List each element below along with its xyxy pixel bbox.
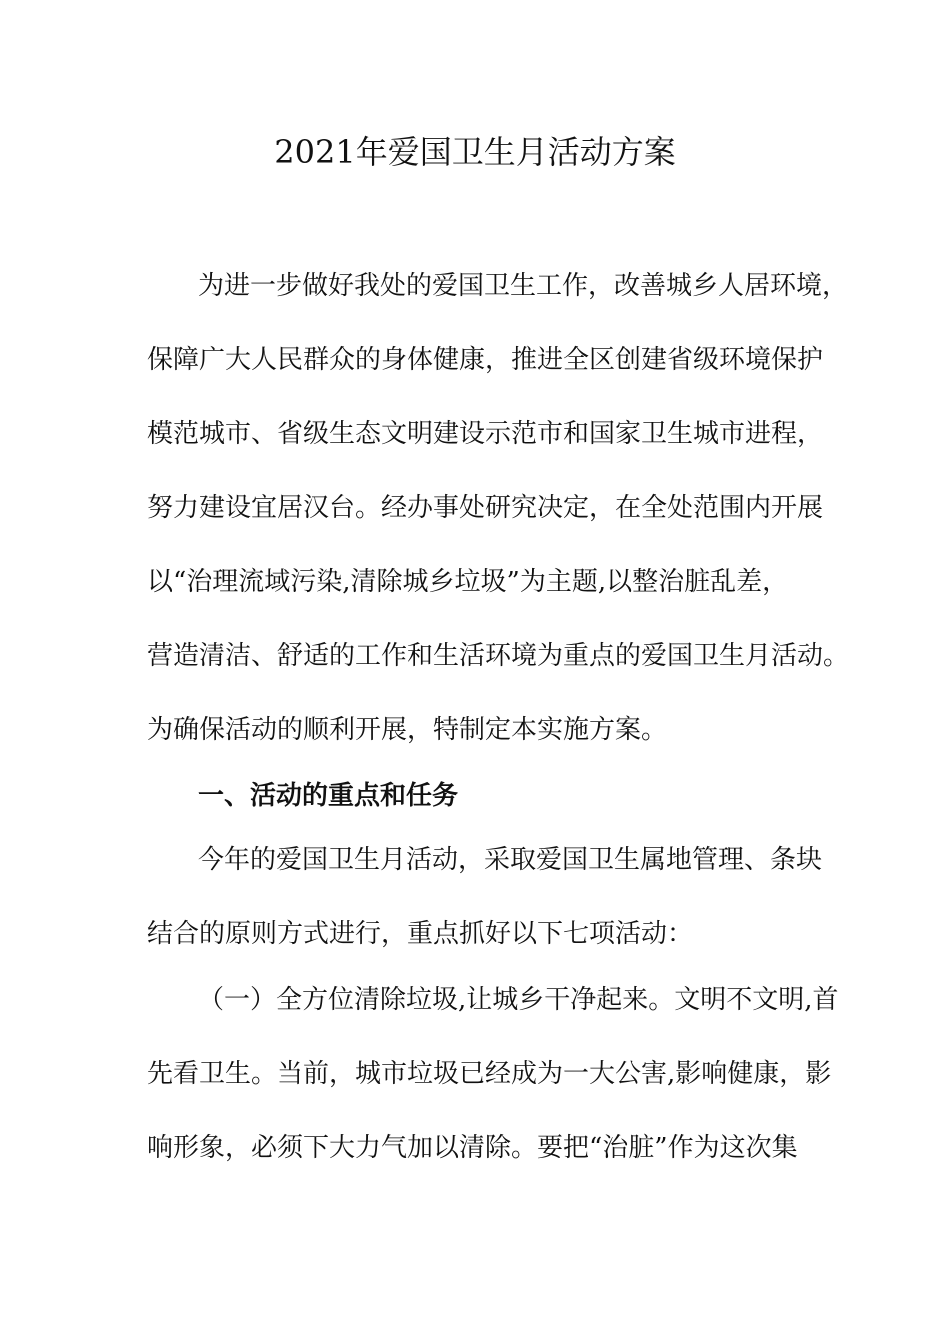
intro-line-1: 为进一步做好我处的爱国卫生工作，改善城乡人居环境，	[198, 271, 849, 301]
intro-line-4: 努力建设宜居汉台。经办事处研究决定，在全处范围内开展	[147, 493, 824, 523]
item-1-line-3: 响形象，必须下大力气加以清除。要把“治脏”作为这次集	[147, 1133, 798, 1163]
intro-line-7: 为确保活动的顺利开展，特制定本实施方案。	[147, 715, 668, 745]
section-1-line-1: 今年的爱国卫生月活动，采取爱国卫生属地管理、条块	[198, 845, 823, 875]
item-1-line-1: （一）全方位清除垃圾,让城乡干净起来。文明不文明,首	[198, 985, 839, 1015]
intro-line-6: 营造清洁、舒适的工作和生活环境为重点的爱国卫生月活动。	[147, 641, 850, 671]
document-title: 2021年爱国卫生月活动方案	[274, 133, 676, 171]
section-1-line-2: 结合的原则方式进行，重点抓好以下七项活动：	[147, 919, 694, 949]
section-1-heading: 一、活动的重点和任务	[198, 781, 459, 811]
intro-line-5: 以“治理流域污染,清除城乡垃圾”为主题,以整治脏乱差，	[147, 567, 789, 597]
item-1-line-2: 先看卫生。当前，城市垃圾已经成为一大公害,影响健康，影	[147, 1059, 832, 1089]
intro-line-3: 模范城市、省级生态文明建设示范市和国家卫生城市进程，	[147, 419, 824, 449]
intro-line-2: 保障广大人民群众的身体健康，推进全区创建省级环境保护	[147, 345, 824, 375]
